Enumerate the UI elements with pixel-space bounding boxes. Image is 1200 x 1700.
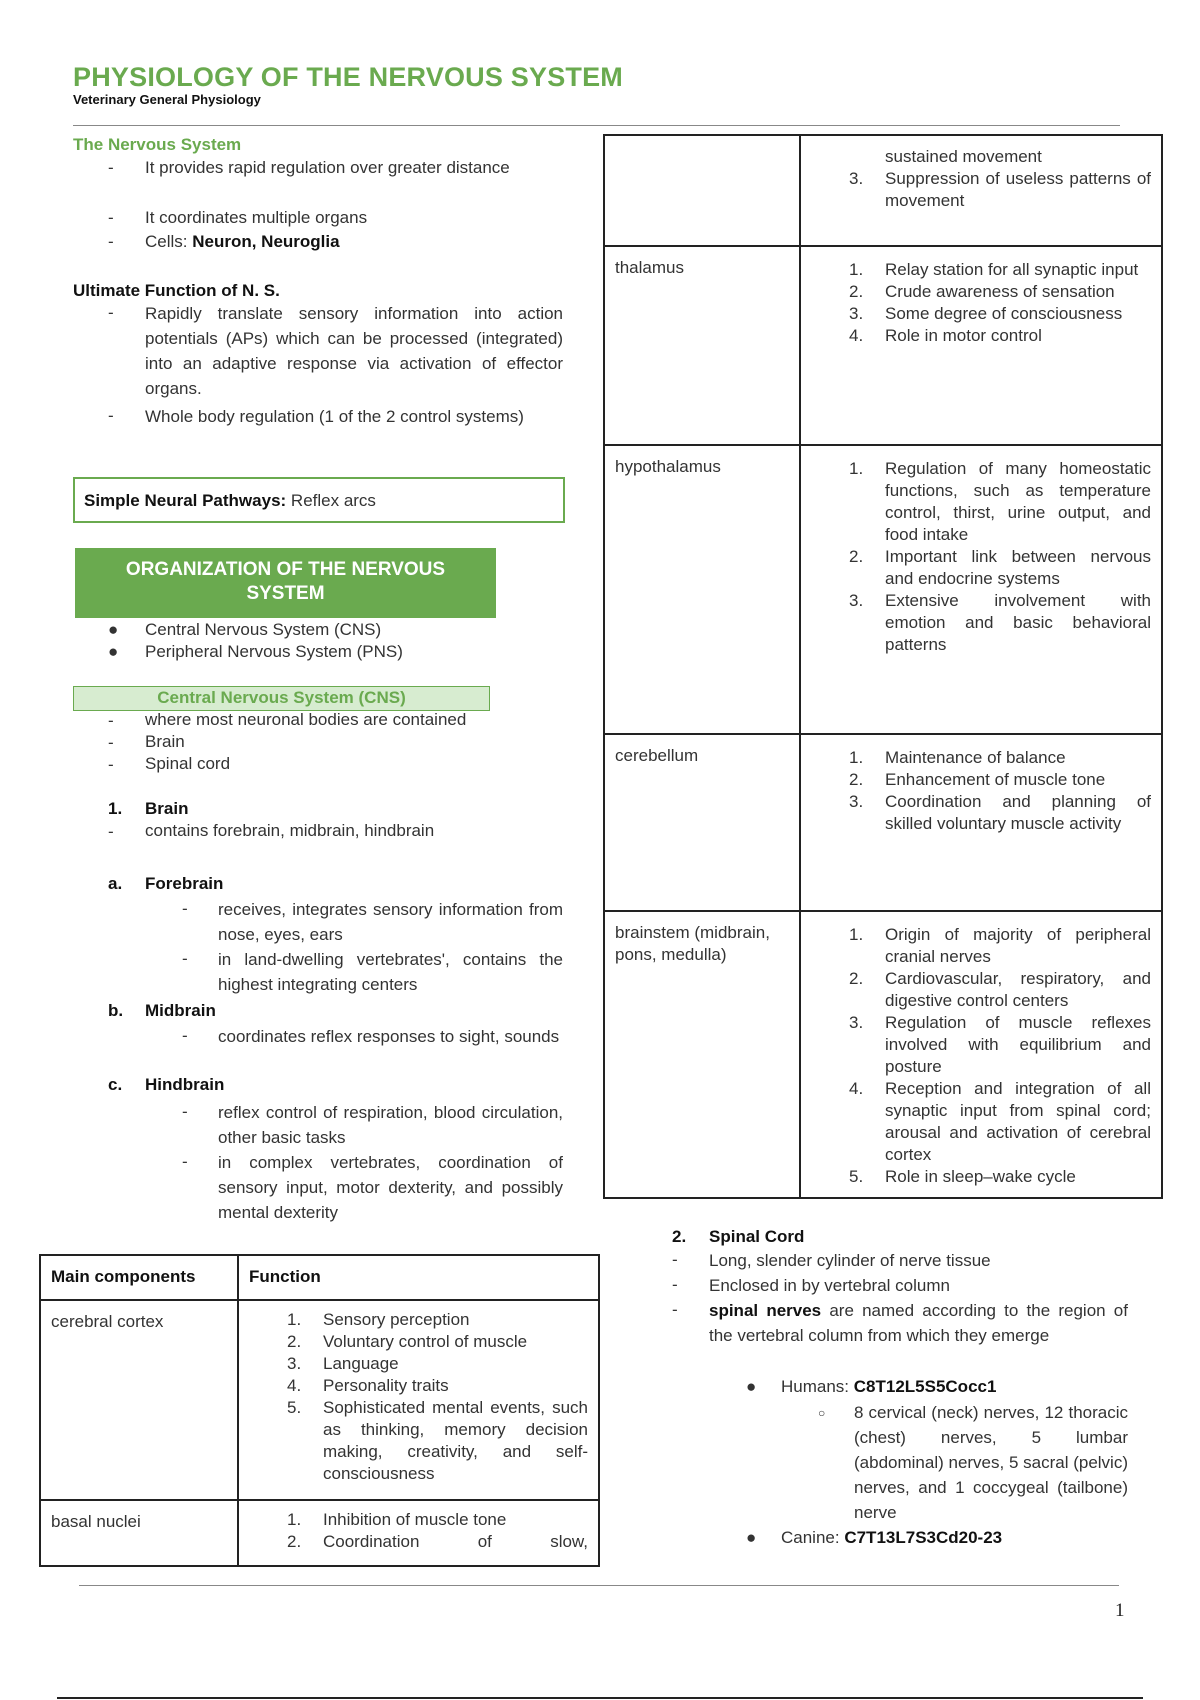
simple-pathways-box: [73, 477, 565, 523]
dash-marker: -: [182, 949, 188, 968]
function-text: sustained movement: [885, 147, 1042, 166]
spinal-nerves-bold: spinal nerves: [709, 1301, 822, 1320]
item-number: 1.: [849, 260, 864, 279]
item-number: 2.: [849, 969, 864, 988]
humans-line: [781, 1375, 1128, 1399]
function-text: Suppression of useless patterns of movement: [885, 169, 1151, 210]
item-number: 3.: [849, 304, 864, 323]
function-text: Coordination of slow,: [323, 1532, 588, 1551]
header-divider: [73, 125, 1120, 126]
spinal-cord-heading: Spinal Cord: [709, 1227, 805, 1246]
function-text: Voluntary control of muscle: [323, 1332, 528, 1351]
dash-marker: -: [672, 1275, 678, 1294]
function-text: Coordination and planning of skilled voluntary muscle activity: [885, 792, 1151, 833]
function-list: [801, 924, 1151, 1188]
function-item: [801, 546, 1151, 590]
list-item-text: Long, slender cylinder of nerve tissue: [709, 1251, 991, 1270]
function-item: [239, 1397, 588, 1485]
function-item: [801, 1078, 1151, 1166]
function-item: [239, 1309, 588, 1331]
function-item: [801, 590, 1151, 656]
brain-components-table: [39, 1254, 600, 1567]
circle-marker: ○: [818, 1406, 826, 1420]
footer-divider: [79, 1585, 1119, 1586]
function-list: [801, 146, 1151, 212]
function-item: [801, 325, 1151, 347]
item-number: 2.: [849, 282, 864, 301]
cells-label: Cells:: [145, 232, 193, 251]
function-item: [801, 769, 1151, 791]
function-item: [801, 146, 1151, 168]
table-header-cell: Function: [238, 1255, 599, 1300]
brain-number: 1.: [108, 799, 123, 818]
brain-heading: Brain: [145, 799, 189, 818]
humans-detail: 8 cervical (neck) nerves, 12 thoracic (chest) nerves, 5 lumbar (abdominal) nerves, 5 sacral (pelvic) nerves, and 1 coccygeal (tailbone) nerve: [854, 1403, 1128, 1522]
function-list: [239, 1309, 588, 1485]
organization-banner-text: ORGANIZATION OF THE NERVOUS SYSTEM: [125, 559, 446, 604]
bullet-item-text: Peripheral Nervous System (PNS): [145, 642, 403, 661]
bullet-marker: ●: [746, 1377, 757, 1396]
table-row: [604, 135, 1162, 246]
cells-value: Neuron, Neuroglia: [192, 232, 340, 251]
list-item-text: coordinates reflex responses to sight, sounds: [218, 1027, 560, 1046]
function-item: [801, 1166, 1151, 1188]
item-number: 2.: [849, 547, 864, 566]
function-text: Regulation of many homeostatic functions, such as temperature control, thirst, urine output, and food intake: [885, 459, 1151, 544]
function-text: Relay station for all synaptic input: [885, 260, 1139, 279]
function-item: [801, 924, 1151, 968]
forebrain-heading: Forebrain: [145, 874, 224, 893]
list-item-text: where most neuronal bodies are contained: [145, 710, 467, 729]
function-text: Regulation of muscle reflexes involved with equilibrium and posture: [885, 1013, 1151, 1076]
component-cell: basal nuclei: [40, 1500, 238, 1566]
function-text: Sensory perception: [323, 1310, 470, 1329]
function-item: [239, 1331, 588, 1353]
component-cell: hypothalamus: [604, 445, 800, 734]
dash-marker: -: [108, 733, 114, 752]
function-text: Role in motor control: [885, 326, 1042, 345]
component-cell: brainstem (midbrain, pons, medulla): [604, 911, 800, 1198]
item-number: 2.: [849, 770, 864, 789]
item-number: 5.: [287, 1398, 302, 1417]
function-item: [801, 168, 1151, 212]
function-text: Enhancement of muscle tone: [885, 770, 1106, 789]
bullet-item-text: Central Nervous System (CNS): [145, 620, 382, 639]
cells-line: [145, 230, 563, 254]
item-number: 4.: [849, 1079, 864, 1098]
function-item: [801, 259, 1151, 281]
item-number: 4.: [849, 326, 864, 345]
list-item-text: Rapidly translate sensory information into action potentials (APs) which can be processed (integrated) into an adaptive response via activation of effector organs.: [145, 304, 563, 398]
component-cell: cerebral cortex: [40, 1300, 238, 1500]
function-item: [801, 281, 1151, 303]
dash-marker: -: [108, 303, 114, 322]
table-row: [604, 734, 1162, 911]
function-text: Cardiovascular, respiratory, and digestive control centers: [885, 969, 1151, 1010]
function-item: [801, 747, 1151, 769]
spinal-nerves-text: [709, 1298, 1128, 1348]
function-item: [239, 1375, 588, 1397]
dash-marker: -: [108, 232, 114, 251]
item-number: 3.: [849, 591, 864, 610]
dash-marker: -: [108, 208, 114, 227]
spinal-cord-number: 2.: [672, 1227, 687, 1246]
page-number: 1: [1115, 1600, 1125, 1621]
page-bottom-edge: [57, 1697, 1143, 1699]
function-list: [239, 1509, 588, 1553]
table-header-row: [40, 1255, 599, 1300]
table-row: [604, 246, 1162, 445]
nervous-system-heading: The Nervous System: [73, 135, 242, 154]
dash-marker: -: [108, 406, 114, 425]
dash-marker: -: [108, 711, 114, 730]
function-list: [801, 259, 1151, 347]
humans-formula: C8T12L5S5Cocc1: [853, 1377, 997, 1396]
brain-components-table-continued: [603, 134, 1163, 1199]
function-list: [801, 458, 1151, 656]
function-item: [801, 458, 1151, 546]
item-number: 3.: [287, 1354, 302, 1373]
list-item-text: in complex vertebrates, coordination of sensory input, motor dexterity, and possibly mental dexterity: [218, 1153, 563, 1222]
function-item: [801, 968, 1151, 1012]
item-number: 3.: [849, 169, 864, 188]
dash-marker: -: [672, 1250, 678, 1269]
list-item-text: It provides rapid regulation over greater distance: [145, 158, 510, 177]
list-item-text: Whole body regulation (1 of the 2 control systems): [145, 407, 524, 426]
dash-marker: -: [182, 1102, 188, 1121]
table-row: [40, 1500, 599, 1566]
hindbrain-heading: Hindbrain: [145, 1075, 225, 1094]
function-item: [801, 1012, 1151, 1078]
function-text: Some degree of consciousness: [885, 304, 1123, 323]
function-item: [801, 303, 1151, 325]
item-number: 1.: [849, 748, 864, 767]
function-list: [801, 747, 1151, 835]
list-item-text: reflex control of respiration, blood circulation, other basic tasks: [218, 1103, 563, 1147]
function-text: Language: [323, 1354, 399, 1373]
function-cell: [800, 911, 1162, 1198]
simple-pathways-value: Reflex arcs: [286, 491, 376, 510]
list-item-text: receives, integrates sensory information from nose, eyes, ears: [218, 900, 563, 944]
list-item-text: contains forebrain, midbrain, hindbrain: [145, 821, 435, 840]
spinal-nerves-rest: are named according to the region of the vertebral column from which they emerge: [709, 1301, 1128, 1345]
list-item-text: Spinal cord: [145, 754, 231, 773]
midbrain-heading: Midbrain: [145, 1001, 216, 1020]
canine-formula: C7T13L7S3Cd20-23: [844, 1528, 1003, 1547]
hindbrain-letter: c.: [108, 1075, 123, 1094]
dash-marker: -: [182, 1026, 188, 1045]
function-cell: [238, 1500, 599, 1566]
dash-marker: -: [672, 1300, 678, 1319]
table-row: [604, 911, 1162, 1198]
function-cell: [238, 1300, 599, 1500]
simple-pathways-text: [84, 489, 376, 513]
component-cell: [604, 135, 800, 246]
list-item-text: Enclosed in by vertebral column: [709, 1276, 950, 1295]
page-subtitle: Veterinary General Physiology: [73, 92, 261, 107]
function-cell: [800, 734, 1162, 911]
canine-line: [781, 1526, 1128, 1550]
item-number: 5.: [849, 1167, 864, 1186]
dash-marker: -: [182, 1152, 188, 1171]
list-item-text: It coordinates multiple organs: [145, 208, 368, 227]
item-number: 4.: [287, 1376, 302, 1395]
dash-marker: -: [108, 822, 114, 841]
function-text: Crude awareness of sensation: [885, 282, 1115, 301]
function-cell: [800, 445, 1162, 734]
function-text: Important link between nervous and endocrine systems: [885, 547, 1151, 588]
list-item-text: Brain: [145, 732, 185, 751]
cns-banner: Central Nervous System (CNS): [73, 686, 490, 711]
function-item: [239, 1353, 588, 1375]
table-header-cell: Main components: [40, 1255, 238, 1300]
bullet-marker: ●: [108, 620, 119, 639]
function-text: Sophisticated mental events, such as thinking, memory decision making, creativity, and self-consciousness: [323, 1398, 588, 1483]
function-item: [239, 1509, 588, 1531]
function-item: [801, 791, 1151, 835]
component-cell: cerebellum: [604, 734, 800, 911]
function-text: Origin of majority of peripheral cranial nerves: [885, 925, 1151, 966]
function-cell: [800, 246, 1162, 445]
dash-marker: -: [182, 899, 188, 918]
item-number: 2.: [287, 1532, 302, 1551]
item-number: 3.: [849, 1013, 864, 1032]
ultimate-function-heading: Ultimate Function of N. S.: [73, 281, 280, 300]
function-text: Inhibition of muscle tone: [323, 1510, 507, 1529]
dash-marker: -: [108, 158, 114, 177]
function-text: Maintenance of balance: [885, 748, 1066, 767]
function-item: [239, 1531, 588, 1553]
item-number: 1.: [849, 925, 864, 944]
forebrain-letter: a.: [108, 874, 123, 893]
item-number: 1.: [287, 1310, 302, 1329]
component-cell: thalamus: [604, 246, 800, 445]
organization-banner: [75, 548, 496, 618]
item-number: 3.: [849, 792, 864, 811]
humans-label: Humans:: [781, 1377, 854, 1396]
item-number: 1.: [287, 1510, 302, 1529]
function-text: Role in sleep–wake cycle: [885, 1167, 1076, 1186]
midbrain-letter: b.: [108, 1001, 124, 1020]
list-item-text: in land-dwelling vertebrates', contains the highest integrating centers: [218, 950, 563, 994]
function-text: Reception and integration of all synaptic input from spinal cord; arousal and activation of cerebral cortex: [885, 1079, 1151, 1164]
item-number: 1.: [849, 459, 864, 478]
dash-marker: -: [108, 755, 114, 774]
simple-pathways-label: Simple Neural Pathways:: [84, 491, 287, 510]
table-row: [40, 1300, 599, 1500]
function-cell: [800, 135, 1162, 246]
page-title: PHYSIOLOGY OF THE NERVOUS SYSTEM: [73, 62, 623, 92]
bullet-marker: ●: [108, 642, 119, 661]
function-text: Personality traits: [323, 1376, 449, 1395]
bullet-marker: ●: [746, 1528, 757, 1547]
function-text: Extensive involvement with emotion and basic behavioral patterns: [885, 591, 1151, 654]
item-number: 2.: [287, 1332, 302, 1351]
table-row: [604, 445, 1162, 734]
canine-label: Canine:: [781, 1528, 845, 1547]
